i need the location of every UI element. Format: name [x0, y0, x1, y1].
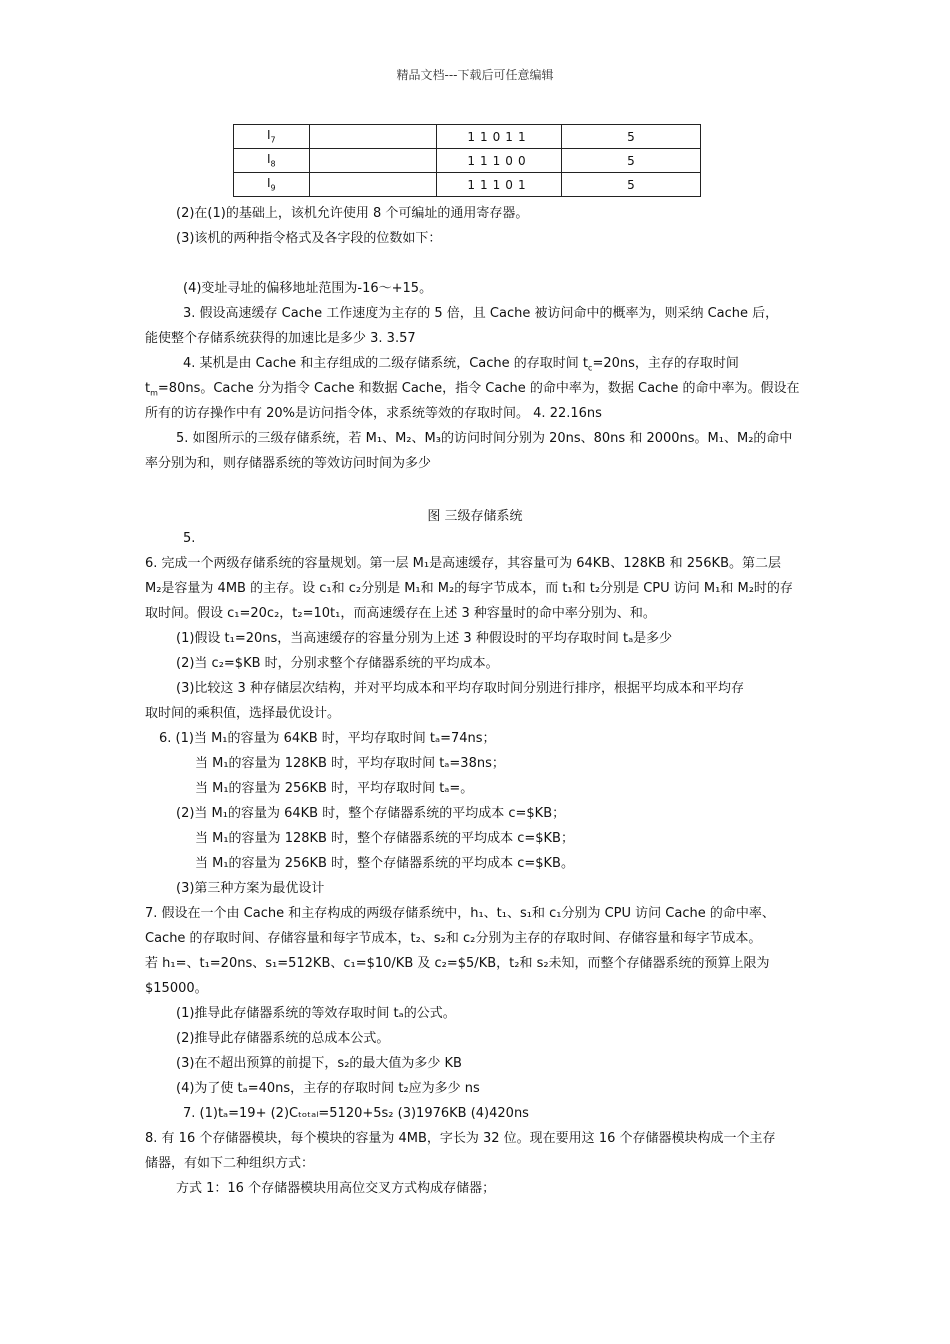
answer-6-line: 当 M₁的容量为 128KB 时，整个存储器系统的平均成本 c=$KB； [195, 831, 574, 846]
question-7-line: 若 h₁=、t₁=20ns、s₁=512KB、c₁=$10/KB 及 c₂=$5/KB，t₂和 s₂未知，而整个存储器系统的预算上限为 [145, 956, 770, 971]
answer-7: 7. (1)tₐ=19+ (2)Cₜₒₜₐₗ=5120+5s₂ (3)1976KB (4)420ns [183, 1106, 529, 1121]
question-8-line: 8. 有 16 个存储器模块，每个模块的容量为 4MB，字长为 32 位。现在要用这 16 个存储器模块构成一个主存 [145, 1131, 776, 1146]
question-5-line: 5. 如图所示的三级存储系统，若 M₁、M₂、M₃的访问时间分别为 20ns、80ns 和 2000ns。M₁、M₂的命中 [176, 431, 793, 446]
answer-6-line: 当 M₁的容量为 256KB 时，平均存取时间 tₐ=。 [195, 781, 474, 796]
count-cell: 5 [562, 173, 701, 197]
instruction-name: $I_8$ [234, 149, 310, 173]
question-5-line: 率分别为和，则存储器系统的等效访问时间为多少 [145, 456, 432, 471]
question-8-part: 方式 1：16 个存储器模块用高位交叉方式构成存储器； [176, 1181, 496, 1196]
instruction-name: $I_7$ [234, 125, 310, 149]
question-6-part: (3)比较这 3 种存储层次结构，并对平均成本和平均存取时间分别进行排序，根据平均成本和平均存 [176, 681, 744, 696]
paragraph-line: (2)在(1)的基础上，该机允许使用 8 个可编址的通用寄存器。 [176, 206, 529, 221]
question-6-part: (2)当 c₂=$KB 时，分别求整个存储器系统的平均成本。 [176, 656, 499, 671]
answer-6-line: (3)第三种方案为最优设计 [176, 881, 325, 896]
paragraph-line: (3)该机的两种指令格式及各字段的位数如下： [176, 231, 442, 246]
question-6-part: (1)假设 t₁=20ns，当高速缓存的容量分别为上述 3 种假设时的平均存取时间 tₐ是多少 [176, 631, 673, 646]
question-4-line: 所有的访存操作中有 20%是访问指令体，求系统等效的存取时间。 4. 22.16ns [145, 406, 602, 421]
question-6-line: 取时间。假设 c₁=20c₂，t₂=10t₁，而高速缓存在上述 3 种容量时的命中率分别为、和。 [145, 606, 656, 621]
answer-6-line: 6. (1)当 M₁的容量为 64KB 时，平均存取时间 tₐ=74ns； [159, 731, 496, 746]
table-row [234, 173, 701, 197]
count-cell: 5 [562, 149, 701, 173]
opcode-cell: 11100 [437, 149, 562, 173]
question-7-line: 7. 假设在一个由 Cache 和主存构成的两级存储系统中，h₁、t₁、s₁和 c₁分别为 CPU 访问 Cache 的命中率、 [145, 906, 775, 921]
count-cell: 5 [562, 125, 701, 149]
question-7-part: (1)推导此存储器系统的等效存取时间 tₐ的公式。 [176, 1006, 456, 1021]
opcode-cell: 11011 [437, 125, 562, 149]
empty-cell [310, 173, 437, 197]
empty-cell [310, 125, 437, 149]
answer-6-line: 当 M₁的容量为 256KB 时，整个存储器系统的平均成本 c=$KB。 [195, 856, 574, 871]
question-7-part: (4)为了使 tₐ=40ns，主存的存取时间 t₂应为多少 ns [176, 1081, 480, 1096]
question-8-line: 储器，有如下二种组织方式： [145, 1156, 315, 1171]
question-3-line: 能使整个存储系统获得的加速比是多少 3. 3.57 [145, 331, 416, 346]
question-7-part: (2)推导此存储器系统的总成本公式。 [176, 1031, 390, 1046]
page-header: 精品文档---下载后可任意编辑 [396, 68, 554, 82]
paragraph-line: (4)变址寻址的偏移地址范围为-16～+15。 [183, 281, 433, 296]
question-7-line: Cache 的存取时间、存储容量和每字节成本，t₂、s₂和 c₂分别为主存的存取时间、存储容量和每字节成本。 [145, 931, 762, 946]
opcode-cell: 11101 [437, 173, 562, 197]
instruction-table [233, 124, 701, 197]
question-3-line: 3. 假设高速缓存 Cache 工作速度为主存的 5 倍，且 Cache 被访问命中的概率为，则采纳 Cache 后， [183, 306, 779, 321]
answer-6-line: (2)当 M₁的容量为 64KB 时，整个存储器系统的平均成本 c=$KB； [176, 806, 566, 821]
instruction-name: $I_9$ [234, 173, 310, 197]
table-row [234, 149, 701, 173]
question-6-line: M₂是容量为 4MB 的主存。设 c₁和 c₂分别是 M₁和 M₂的每字节成本，而 t₁和 t₂分别是 CPU 访问 M₁和 M₂时的存 [145, 581, 793, 596]
table-row [234, 125, 701, 149]
question-7-part: (3)在不超出预算的前提下，s₂的最大值为多少 KB [176, 1056, 462, 1071]
empty-cell [310, 149, 437, 173]
question-6-line: 6. 完成一个两级存储系统的容量规划。第一层 M₁是高速缓存，其容量可为 64KB、128KB 和 256KB。第二层 [145, 556, 781, 571]
figure-caption: 图 三级存储系统 [427, 509, 523, 524]
answer-5: 5. [183, 531, 196, 546]
question-7-line: $15000。 [145, 981, 208, 996]
question-6-part: 取时间的乘积值，选择最优设计。 [145, 706, 341, 721]
question-4-line: 4. 某机是由 Cache 和主存组成的二级存储系统，Cache 的存取时间 $t_c=20ns$，主存的存取时间 [183, 356, 739, 373]
question-4-line: $t_m=80ns$。Cache 分为指令 Cache 和数据 Cache，指令 Cache 的命中率为，数据 Cache 的命中率为。假设在 [145, 381, 800, 398]
answer-6-line: 当 M₁的容量为 128KB 时，平均存取时间 tₐ=38ns； [195, 756, 505, 771]
